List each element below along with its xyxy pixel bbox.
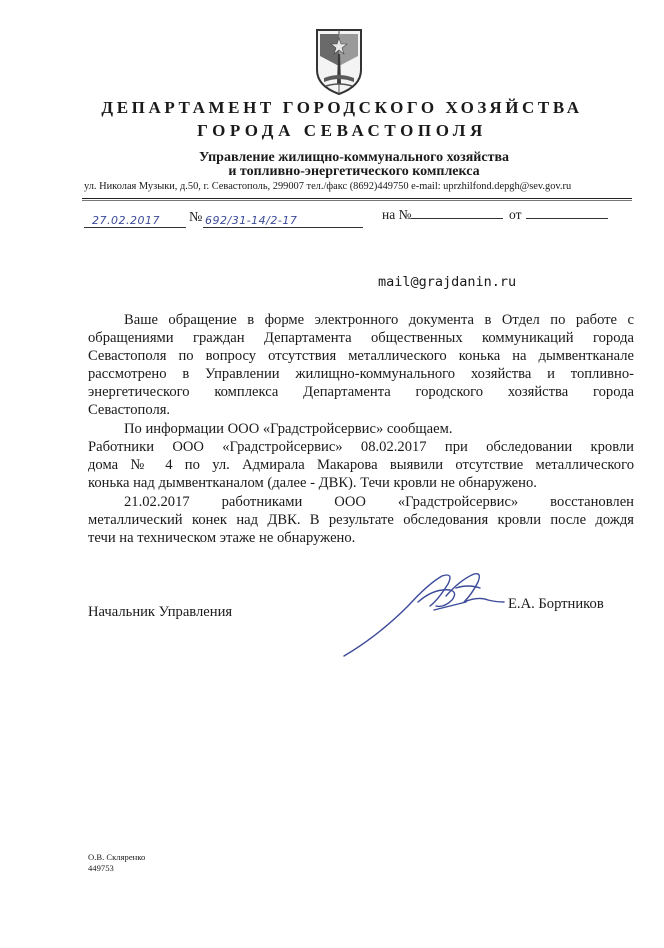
outgoing-number: 692/31-14/2-17 [205, 214, 298, 227]
letterhead-divider [82, 198, 632, 199]
outgoing-date-underline [84, 227, 186, 228]
signatory-position: Начальник Управления [88, 604, 233, 620]
body-line: металлический конек над ДВК. В результате обследования кровли после дождя [88, 512, 634, 528]
body-line: По информации ООО «Градстройсервис» сообщаем. [124, 421, 453, 437]
body-line: Ваше обращение в форме электронного документа в Отдел по работе с [124, 312, 634, 328]
subdivision-title-line1: Управление жилищно-коммунального хозяйства [198, 150, 510, 165]
subdivision-title-line2: и топливно-энергетического комплекса [228, 164, 480, 179]
recipient-email: mail@grajdanin.ru [378, 274, 517, 290]
handwritten-signature [338, 566, 518, 662]
body-line: энергетического комплекса Департамента городского хозяйства города [88, 384, 634, 400]
body-line: конька над дымвентканалом (далее - ДВК). Течи кровли не обнаружено. [88, 475, 537, 491]
body-line: дома № 4 по ул. Адмирала Макарова выявили отсутствие металлического [88, 457, 634, 473]
body-line: Работники ООО «Градстройсервис» 08.02.2017 при обследовании кровли [88, 439, 634, 455]
incoming-number-label: на № [382, 207, 412, 222]
body-line: обращениями граждан Департамента общественных коммуникаций города [88, 330, 634, 346]
department-title-line1: ДЕПАРТАМЕНТ ГОРОДСКОГО ХОЗЯЙСТВА [101, 98, 583, 117]
department-title-line2: ГОРОДА СЕВАСТОПОЛЯ [197, 121, 487, 140]
coat-of-arms-icon [314, 26, 364, 96]
body-line: 21.02.2017 работниками ООО «Градстройсервис» восстановлен [124, 494, 634, 510]
outgoing-date: 27.02.2017 [92, 214, 160, 227]
executor-phone: 449753 [88, 863, 114, 873]
body-line: течи на техническом этаже не обнаружено. [88, 530, 356, 546]
signatory-name: Е.А. Бортников [508, 596, 604, 612]
incoming-date-label: от [509, 207, 522, 222]
letterhead-address: ул. Николая Музыки, д.50, г. Севастополь, 299007 тел./факс (8692)449750 e-mail: uprzhilfond.depgh@sev.gov.ru [84, 181, 572, 192]
letterhead-divider-thin [82, 200, 632, 201]
body-line: Севастополя по вопросу отсутствия металлического конька на дымвентканале [88, 348, 634, 364]
body-line: рассмотрено в Управлении жилищно-коммунального хозяйства и топливно- [88, 366, 634, 382]
incoming-number-blank [411, 218, 503, 219]
body-line: Севастополя. [88, 402, 171, 418]
outgoing-number-underline [203, 227, 363, 228]
outgoing-number-label: № [189, 210, 203, 225]
executor-name: О.В. Скляренко [88, 852, 146, 862]
incoming-date-blank [526, 218, 608, 219]
